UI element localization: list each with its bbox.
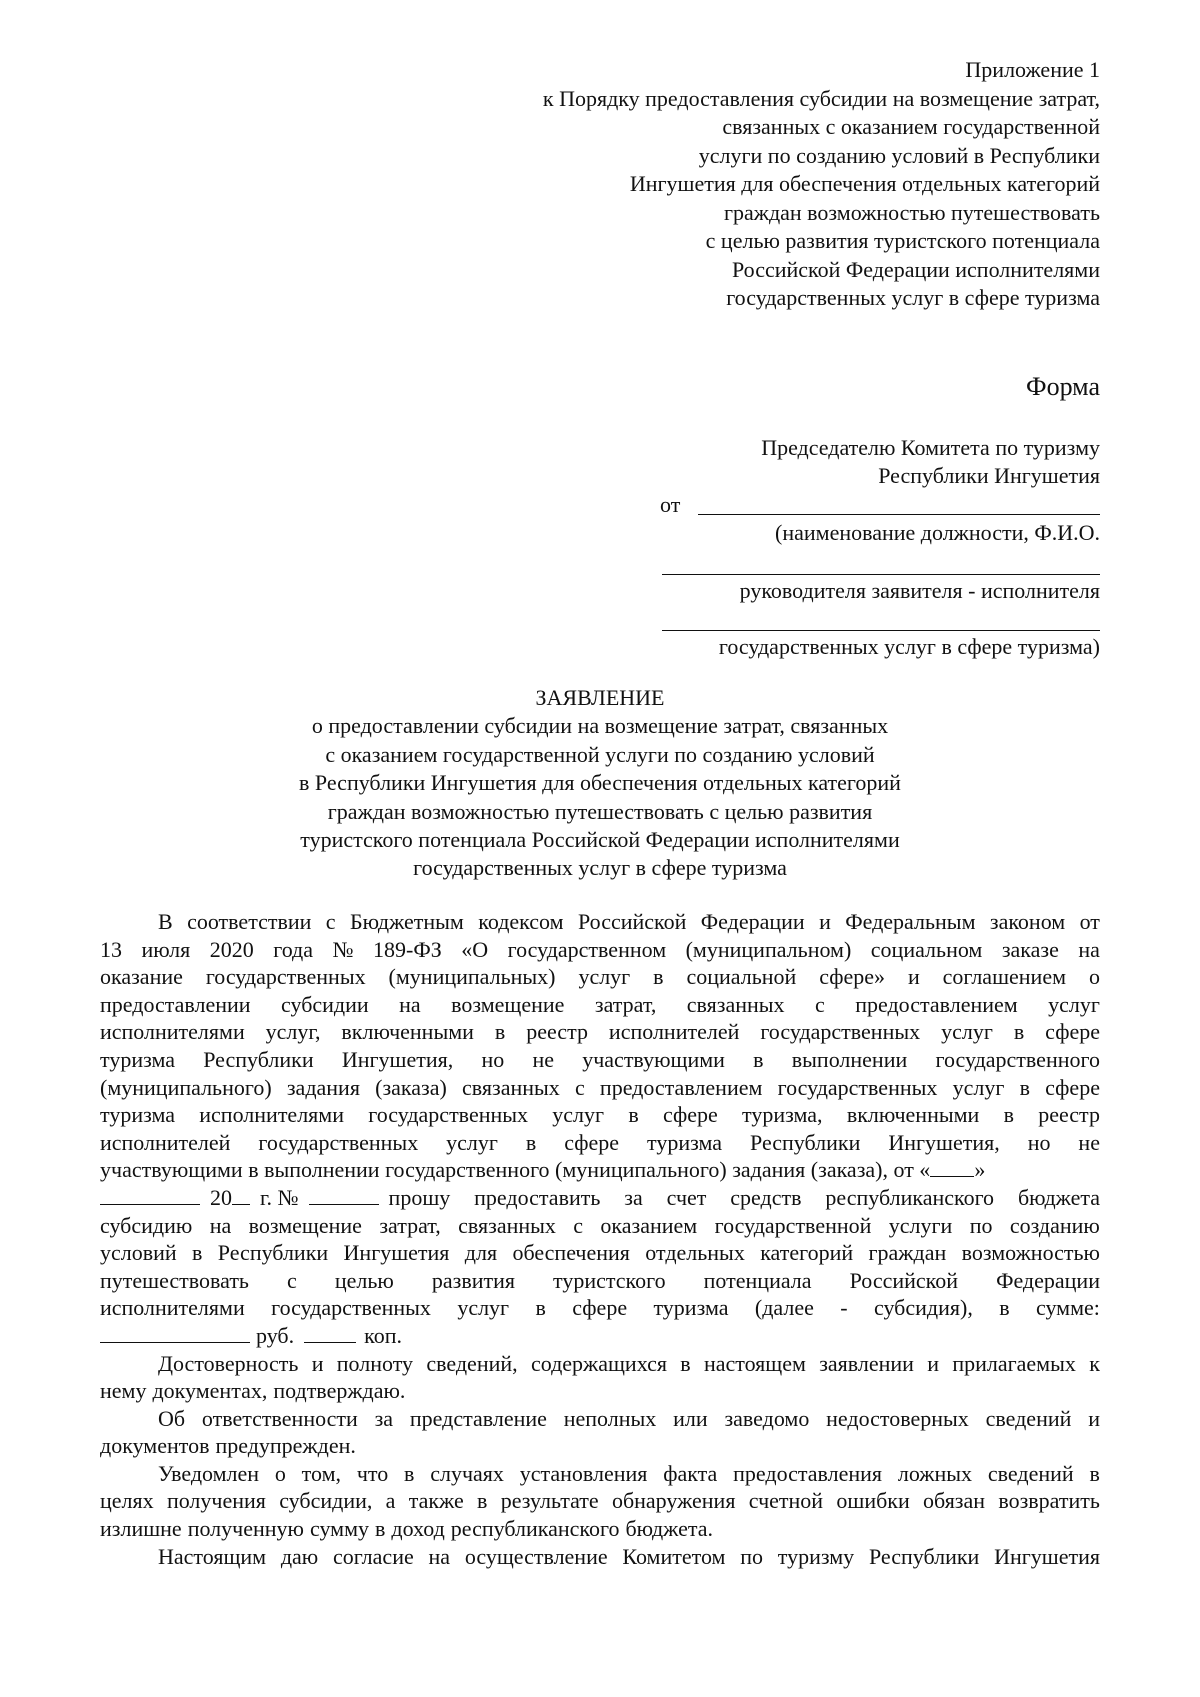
word: от: [1079, 909, 1100, 934]
word: и: [311, 1350, 324, 1376]
word: по: [740, 1543, 763, 1569]
statement-subtitle-line: в Республики Ингушетия для обеспечения отдельных категорий: [299, 770, 901, 796]
word: государственной: [714, 1212, 872, 1238]
word: для: [464, 1240, 498, 1266]
word: сведений: [985, 1405, 1072, 1431]
word: (заказа): [375, 1074, 447, 1100]
word: сумме:: [1036, 1295, 1100, 1321]
word: с: [815, 991, 825, 1017]
word: но: [1027, 1129, 1051, 1155]
word: в: [375, 1516, 386, 1542]
word: обнаружения: [611, 1488, 736, 1514]
word: субсидии: [281, 991, 369, 1017]
word: не: [532, 1046, 554, 1072]
body-line: [100, 1543, 1100, 1571]
word: туристского: [553, 1267, 666, 1293]
year-prefix: 20: [210, 1184, 232, 1210]
word: Об: [158, 1405, 186, 1431]
word: и: [1088, 1405, 1100, 1431]
word: сфере: [1045, 1074, 1100, 1100]
body-line: [100, 1018, 1100, 1046]
word: услуг: [446, 1129, 498, 1155]
word: сумму: [309, 1516, 370, 1542]
word: субсидии,: [279, 1488, 373, 1514]
body-line: [100, 1432, 1100, 1460]
word: включенными: [846, 1102, 980, 1128]
word: 13: [100, 936, 122, 962]
body-line: [100, 1377, 1100, 1405]
word: В: [158, 909, 173, 934]
appendix-line: государственных услуг в сфере туризма: [726, 285, 1100, 310]
word: Ингушетия,: [341, 1046, 454, 1072]
word: «О: [461, 936, 489, 962]
body-line-number: [100, 1184, 1100, 1212]
word: соответствии: [187, 909, 312, 934]
word: отдельных: [645, 1240, 745, 1266]
word: -: [840, 1295, 848, 1321]
word: получения: [166, 1488, 266, 1514]
word: Российской: [849, 1267, 959, 1293]
word: Уведомлен: [158, 1460, 260, 1486]
word: услуг: [578, 964, 631, 990]
word: государственных: [205, 964, 366, 990]
appendix-line: Российской Федерации исполнителями: [731, 256, 1100, 282]
word: Ингушетия: [343, 1240, 450, 1266]
word: (муниципальных): [388, 964, 556, 990]
word: Бюджетным: [349, 909, 464, 934]
word: сфере: [1045, 1019, 1100, 1045]
word: Ингушетия,: [888, 1129, 1000, 1155]
statement-title: [0, 684, 1200, 883]
body-line: [100, 1212, 1100, 1240]
appendix-line: услуги по созданию условий в Республики: [698, 142, 1100, 168]
body-line: [100, 1294, 1100, 1322]
word: в: [1013, 1019, 1025, 1045]
word: к: [1089, 1350, 1100, 1376]
word: в: [1089, 1460, 1100, 1486]
word: субсидию: [100, 1212, 193, 1238]
body-line: [100, 936, 1100, 964]
word: №: [332, 936, 354, 962]
sum-rub-label: руб.: [256, 1322, 295, 1348]
word: услуг: [552, 1102, 605, 1128]
word: полноту: [336, 1350, 414, 1376]
word: что: [356, 1460, 389, 1486]
word: Комитетом: [622, 1543, 726, 1569]
word: оказание: [100, 964, 183, 990]
word: бюджета.: [625, 1516, 713, 1542]
word: исполнителями: [100, 1019, 245, 1045]
word: в: [999, 1295, 1010, 1321]
word: государственном: [507, 936, 667, 962]
word: в: [404, 1460, 415, 1486]
caption-position-name: (наименование должности, Ф.И.О.: [775, 520, 1100, 545]
word: связанных: [462, 1074, 560, 1100]
body-line: [100, 1129, 1100, 1157]
word: согласие: [333, 1543, 414, 1569]
word: в: [535, 1295, 546, 1321]
word: на: [1078, 936, 1100, 962]
word: о: [274, 1460, 286, 1486]
word: (муниципального): [100, 1074, 272, 1100]
word: государственных: [368, 1102, 529, 1128]
word: услуг: [941, 1019, 993, 1045]
word: сфере: [662, 1102, 718, 1128]
word: путешествовать: [100, 1267, 249, 1293]
word: Федерации: [996, 1267, 1100, 1293]
word: содержащихся: [530, 1350, 667, 1376]
word: в: [680, 1350, 691, 1376]
body-line: [100, 908, 1100, 936]
word: кодексом: [478, 909, 564, 934]
body-line: [100, 963, 1100, 991]
word: затрат,: [379, 1212, 441, 1238]
word: представление: [409, 1405, 547, 1431]
word: но: [481, 1046, 505, 1072]
applicant-name-field-2[interactable]: [662, 574, 1100, 575]
word: подтверждаю.: [273, 1378, 406, 1404]
word: и: [907, 964, 920, 990]
body-line: [100, 1350, 1100, 1378]
word: (муниципальном): [685, 936, 852, 962]
word: законом: [989, 909, 1066, 934]
word: предоставлении: [100, 991, 251, 1017]
sum-kop-field[interactable]: [304, 1322, 356, 1343]
word: не: [1078, 1129, 1100, 1155]
word: выполнении: [791, 1046, 908, 1072]
word: туризма: [647, 1129, 723, 1155]
word: на: [399, 991, 421, 1017]
applicant-name-field-3[interactable]: [662, 630, 1100, 631]
appendix-header: [380, 56, 1100, 313]
word: заказе: [1001, 936, 1059, 962]
word: социальной: [686, 964, 797, 990]
from-label: от: [660, 492, 681, 517]
word: развития: [431, 1267, 515, 1293]
word: документов: [100, 1433, 210, 1459]
body-line: [100, 1267, 1100, 1295]
word: государственных: [760, 1019, 921, 1045]
word: с: [325, 909, 336, 934]
word: заявлении: [819, 1350, 914, 1376]
word: целью: [334, 1267, 394, 1293]
word: возмещение: [248, 1212, 362, 1238]
date-day-field[interactable]: [930, 1156, 974, 1177]
statement-subtitle-line: с оказанием государственной услуги по созданию условий: [325, 741, 875, 767]
word: Настоящим: [158, 1543, 267, 1569]
word: факта: [663, 1460, 718, 1486]
word: в: [628, 1102, 639, 1128]
word: заведомо: [724, 1405, 810, 1431]
word: Российской: [577, 909, 687, 934]
word: исполнителей: [100, 1129, 231, 1155]
word: оказанием: [600, 1212, 698, 1238]
word: (далее: [754, 1295, 814, 1321]
word: категорий: [760, 1240, 854, 1266]
word: услуг: [1048, 991, 1100, 1017]
word: предоставлением: [599, 1074, 763, 1100]
body-line: [100, 1046, 1100, 1074]
word: предоставления: [733, 1460, 883, 1486]
word: случаях: [430, 1460, 504, 1486]
word: с: [287, 1267, 297, 1293]
body-line-date: [100, 1156, 1100, 1184]
word: ответственности: [201, 1405, 358, 1431]
word: туризма: [100, 1046, 176, 1072]
word: обязан: [923, 1488, 986, 1514]
word: целях: [100, 1488, 154, 1514]
word: услуг: [457, 1295, 510, 1321]
word: Республики: [750, 1129, 861, 1155]
appendix-line: Ингушетия для обеспечения отдельных категорий: [629, 171, 1100, 196]
word: настоящем: [703, 1350, 806, 1376]
word: с: [574, 1074, 585, 1100]
word: результате: [500, 1488, 599, 1514]
word: по: [969, 1212, 993, 1238]
word: включенными: [341, 1019, 474, 1045]
word: и: [819, 909, 831, 934]
word: на: [428, 1543, 451, 1569]
word: а: [385, 1488, 396, 1514]
word: документах,: [152, 1378, 268, 1404]
word: государственных: [258, 1129, 419, 1155]
word: том,: [301, 1460, 341, 1486]
word: сфере»: [819, 964, 886, 990]
word: услуг,: [265, 1019, 321, 1045]
word: предупрежден.: [215, 1433, 356, 1459]
word: сведений,: [426, 1350, 518, 1376]
body-line-sum: [100, 1322, 1100, 1350]
word: в: [1019, 1074, 1030, 1100]
word: в: [192, 1240, 203, 1266]
word: исполнителями: [199, 1102, 344, 1128]
appendix-line: связанных с оказанием государственной: [722, 114, 1100, 139]
word: сфере: [564, 1129, 620, 1155]
word: потенциала: [703, 1267, 812, 1293]
word: в: [494, 1019, 506, 1045]
word: сведений: [987, 1460, 1074, 1486]
word: обеспечения: [512, 1240, 630, 1266]
body-line: [100, 1487, 1100, 1515]
word: туризма: [100, 1102, 176, 1128]
word: задания: [286, 1074, 360, 1100]
word: туризму: [777, 1543, 855, 1569]
word: также: [408, 1488, 464, 1514]
from-row: [660, 490, 1100, 520]
word: исполнителей: [608, 1019, 740, 1045]
word: связанных: [686, 991, 785, 1017]
word: неполных: [563, 1405, 657, 1431]
body-line: [100, 1101, 1100, 1129]
word: реестр: [526, 1019, 588, 1045]
body-line: [100, 1515, 1100, 1543]
word: в: [525, 1129, 537, 1155]
statement-heading: ЗАЯВЛЕНИЕ: [535, 685, 665, 710]
word: осуществление: [464, 1543, 608, 1569]
word: в: [753, 1046, 764, 1072]
addressee-line: Председателю Комитета по туризму: [761, 435, 1100, 460]
statement-subtitle-line: о предоставлении субсидии на возмещение затрат, связанных: [311, 713, 889, 739]
word: нему: [100, 1378, 147, 1404]
word: и: [927, 1350, 940, 1376]
statement-subtitle-line: государственных услуг в сфере туризма: [413, 855, 787, 881]
word: ошибки: [836, 1488, 910, 1514]
word: на: [209, 1212, 232, 1238]
word: установления: [519, 1460, 648, 1486]
word: Республики: [217, 1240, 329, 1266]
statement-body: [100, 908, 1100, 1570]
word: Достоверность: [158, 1350, 299, 1376]
word: недостоверных: [826, 1405, 969, 1431]
word: года: [273, 936, 314, 962]
word: в: [653, 964, 664, 990]
word: государственных: [271, 1295, 431, 1321]
word: туризма,: [742, 1102, 823, 1128]
word: июля: [141, 936, 191, 962]
word: граждан: [868, 1240, 947, 1266]
word: туризма: [653, 1295, 729, 1321]
word: соглашением: [942, 964, 1067, 990]
word: услуг: [952, 1074, 1005, 1100]
word: участвующими: [582, 1046, 725, 1072]
word: возмещение: [451, 991, 565, 1017]
word: республиканского: [450, 1516, 620, 1542]
word: 2020: [209, 936, 254, 962]
word: ложных: [897, 1460, 973, 1486]
word: доход: [391, 1516, 445, 1542]
word: Республики: [868, 1543, 980, 1569]
appendix-line: с целью развития туристского потенциала: [705, 228, 1100, 253]
word: реестр: [1038, 1102, 1100, 1128]
body-line: [100, 991, 1100, 1019]
word: социальном: [870, 936, 983, 962]
word: или: [673, 1405, 708, 1431]
appendix-line: к Порядку предоставления субсидии на возмещение затрат,: [542, 85, 1100, 111]
word: субсидия),: [874, 1295, 973, 1321]
word: созданию: [1009, 1212, 1100, 1238]
body-line: [100, 1239, 1100, 1267]
word: возможностью: [961, 1240, 1100, 1266]
word: за: [374, 1405, 394, 1431]
word: сфере: [572, 1295, 628, 1321]
word: в: [1003, 1102, 1014, 1128]
agreement-number-field[interactable]: [309, 1184, 379, 1205]
word: условий: [100, 1240, 177, 1266]
statement-subtitle-line: граждан возможностью путешествовать с целью развития: [327, 798, 873, 824]
body-line: [100, 1460, 1100, 1488]
word: затрат,: [594, 991, 657, 1017]
date-line-prefix: участвующими в выполнении государственного (муниципального) задания (заказа), от «: [100, 1157, 931, 1183]
word: о: [1088, 964, 1100, 990]
word: в: [477, 1488, 488, 1514]
word: полученную: [187, 1516, 304, 1542]
appendix-line: граждан возможностью путешествовать: [723, 199, 1100, 225]
word: 189-ФЗ: [373, 936, 442, 962]
word: Федерации: [700, 909, 805, 934]
word: Республики: [203, 1046, 314, 1072]
word: исполнителями: [100, 1295, 245, 1321]
word: с: [573, 1212, 584, 1238]
applicant-name-field[interactable]: [698, 514, 1100, 515]
word: государственного: [935, 1046, 1100, 1072]
word: услуги: [888, 1212, 953, 1238]
word: государственных: [777, 1074, 938, 1100]
word: связанных: [458, 1212, 556, 1238]
word: счетной: [748, 1488, 824, 1514]
statement-subtitle-line: туристского потенциала Российской Федерации исполнителями: [300, 827, 900, 853]
word: предоставлением: [855, 991, 1018, 1017]
date-month-field[interactable]: [100, 1184, 200, 1205]
number-line-text: прошу предоставить за счет средств республиканского бюджета: [388, 1184, 1100, 1210]
sum-rub-field[interactable]: [100, 1322, 250, 1343]
word: прилагаемых: [952, 1350, 1076, 1376]
word: излишне: [100, 1516, 182, 1542]
year-g-number: г. №: [260, 1184, 299, 1210]
date-line-suffix: »: [974, 1157, 986, 1183]
word: возвратить: [998, 1488, 1100, 1514]
word: даю: [280, 1543, 319, 1569]
caption-services: государственных услуг в сфере туризма): [718, 634, 1100, 659]
addressee-block: [580, 434, 1100, 490]
caption-head-of-applicant: руководителя заявителя - исполнителя: [739, 578, 1100, 603]
word: Федеральным: [845, 909, 976, 934]
body-line: [100, 1074, 1100, 1102]
form-label: Форма: [1026, 372, 1100, 401]
word: Ингушетия: [994, 1543, 1100, 1569]
appendix-line: Приложение 1: [965, 57, 1100, 82]
body-line: [100, 1405, 1100, 1433]
addressee-line: Республики Ингушетия: [878, 463, 1100, 488]
year-suffix-field[interactable]: [232, 1184, 250, 1205]
sum-kop-label: коп.: [364, 1322, 402, 1348]
